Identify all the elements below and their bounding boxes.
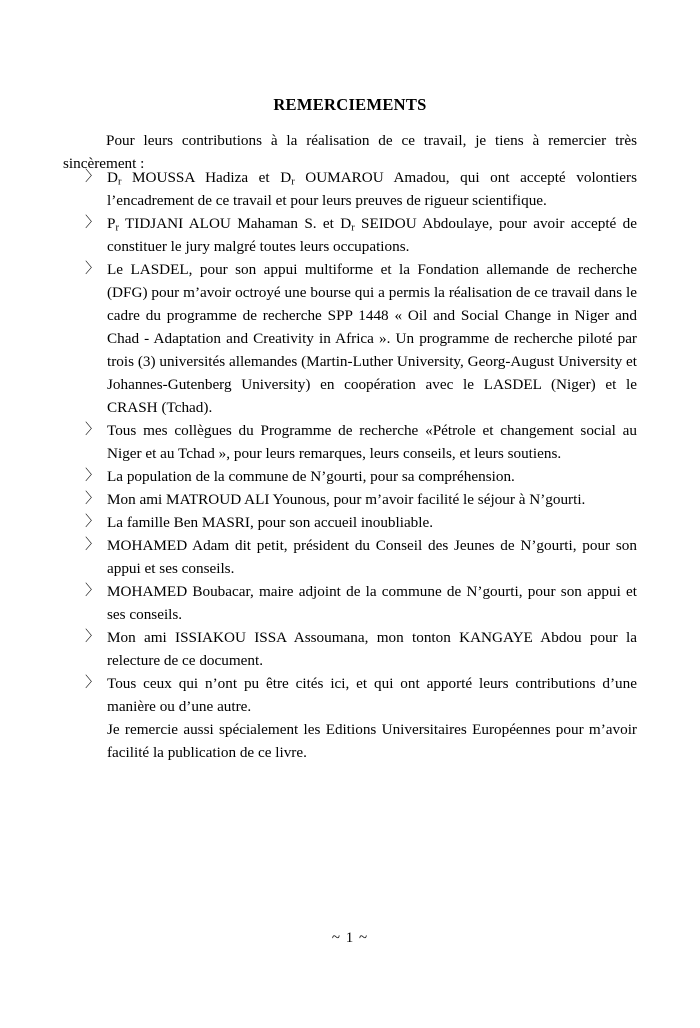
page-footer: ~ 1 ~: [331, 930, 369, 946]
list-item-text: MOHAMED Adam dit petit, président du Conseil des Jeunes de N’gourti, pour son appui et ses conseils.: [107, 537, 637, 577]
list-item-text: Tous mes collègues du Programme de recherche «Pétrole et changement social au Niger et au Tchad », pour leurs remarques, leurs conseils, et leurs soutiens.: [107, 422, 637, 462]
list-item: [63, 626, 637, 672]
bullet-marker-icon: 〉: [85, 169, 100, 185]
list-item: [63, 488, 637, 511]
closing-paragraph: Je remercie aussi spécialement les Editions Universitaires Européennes pour m’avoir facilité la publication de ce livre.: [107, 721, 637, 761]
bullet-marker-icon: 〉: [85, 491, 100, 507]
list-item-text: MOHAMED Boubacar, maire adjoint de la commune de N’gourti, pour son appui et ses conseils.: [107, 583, 637, 623]
intro-paragraph: Pour leurs contributions à la réalisation de ce travail, je tiens à remercier très sincèrement :: [63, 132, 637, 173]
bullet-marker-icon: 〉: [85, 675, 100, 691]
bullet-marker-icon: 〉: [85, 629, 100, 645]
list-item: [63, 580, 637, 626]
list-item: [63, 212, 637, 258]
bullet-marker-icon: 〉: [85, 537, 100, 553]
list-item-text: $P_r$ TIDJANI ALOU Mahaman S. et $D_r$ SEIDOU Abdoulaye, pour avoir accepté de constituer le jury malgré toutes leurs occupations.: [107, 215, 637, 255]
bullet-marker-icon: 〉: [85, 468, 100, 484]
list-item: [63, 166, 637, 212]
list-item: [63, 258, 637, 419]
list-item-text: Tous ceux qui n’ont pu être cités ici, et qui ont apporté leurs contributions d’une manière ou d’une autre.: [107, 675, 637, 715]
bullet-marker-icon: 〉: [85, 215, 100, 231]
list-item-text: Mon ami ISSIAKOU ISSA Assoumana, mon tonton KANGAYE Abdou pour la relecture de ce document.: [107, 629, 637, 669]
bullet-marker-icon: 〉: [85, 583, 100, 599]
acknowledgements-list: [63, 166, 637, 764]
list-item-text: $D_r$ MOUSSA Hadiza et $D_r$ OUMAROU Amadou, qui ont accepté volontiers l’encadrement de ce travail et pour leurs preuves de rigueur scientifique.: [107, 169, 637, 209]
list-item-text: La population de la commune de N’gourti, pour sa compréhension.: [107, 468, 515, 485]
bullet-marker-icon: 〉: [85, 514, 100, 530]
bullet-marker-icon: 〉: [85, 261, 100, 277]
list-item: [63, 419, 637, 465]
list-item-text: La famille Ben MASRI, pour son accueil inoubliable.: [107, 514, 434, 531]
bullet-marker-icon: 〉: [85, 422, 100, 438]
list-item: [63, 534, 637, 580]
list-item: [63, 511, 637, 534]
list-item-text: Mon ami MATROUD ALI Younous, pour m’avoir facilité le séjour à N’gourti.: [107, 491, 586, 508]
list-item-text: Le LASDEL, pour son appui multiforme et la Fondation allemande de recherche (DFG) pour m’avoir octroyé une bourse qui a permis la réalisation de ce travail dans le cadre du programme de recherche SPP 1448 « Oil and Social Change in Niger and Chad - Adaptation and Creativity in Africa ». Un programme de recherche piloté par trois (3) universités allemandes (Martin-Luther University, Georg-August University et Johannes-Gutenberg University) en coopération avec le LASDEL (Niger) et le CRASH (Tchad).: [107, 261, 637, 416]
list-item: [63, 672, 637, 718]
page-title: REMERCIEMENTS: [273, 95, 427, 115]
list-item: [63, 465, 637, 488]
